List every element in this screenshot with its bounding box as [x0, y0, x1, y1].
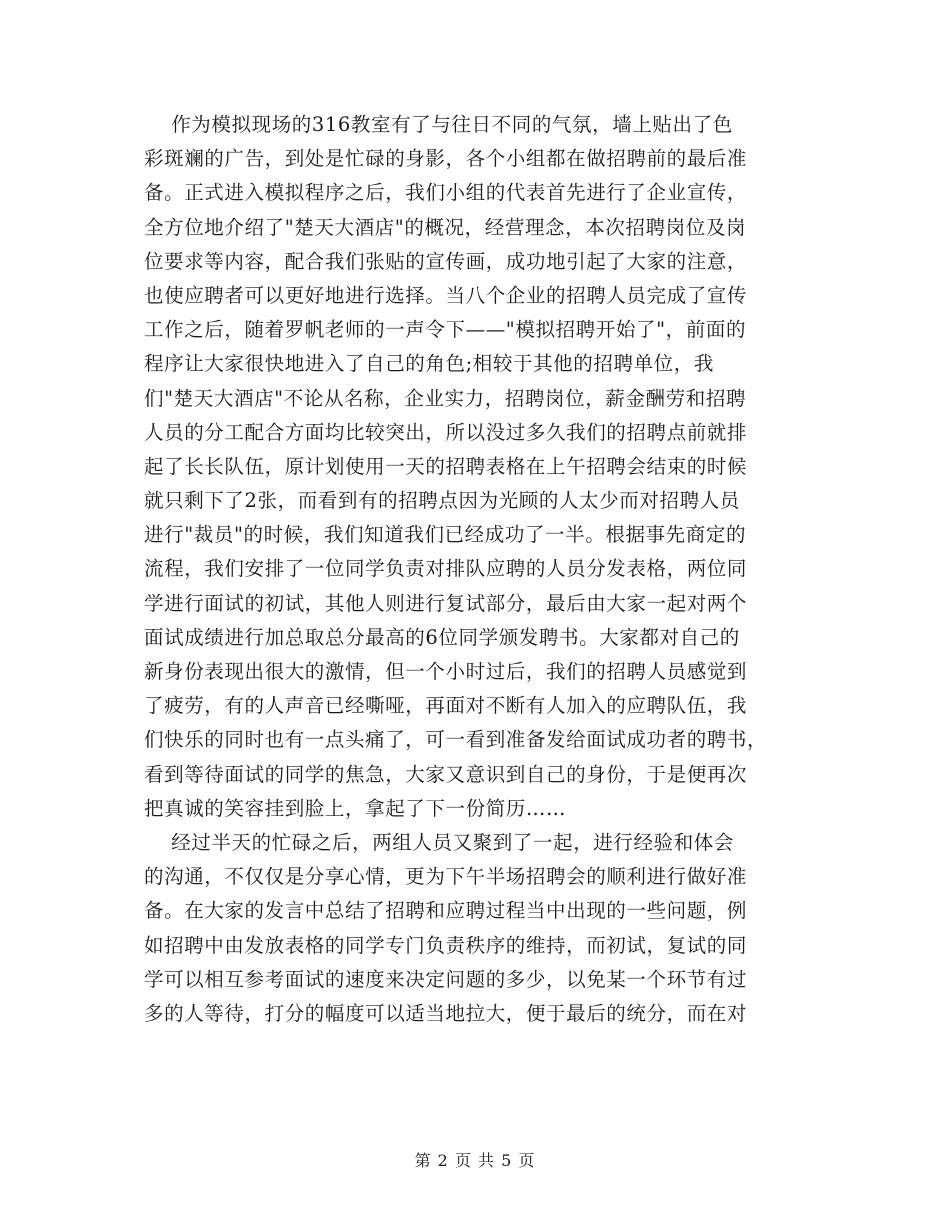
text-line: 多的人等待，打分的幅度可以适当地拉大，便于最后的统分，而在对	[144, 1001, 748, 1025]
text-line: 面试成绩进行加总取总分最高的6位同学颁发聘书。大家都对自己的	[144, 625, 740, 649]
text-line: 就只剩下了2张，而看到有的招聘点因为光顾的人太少而对招聘人员	[144, 489, 740, 513]
text-line: 备。在大家的发言中总结了招聘和应聘过程当中出现的一些问题，例	[144, 899, 748, 923]
text-line: 经过半天的忙碌之后，两组人员又聚到了一起，进行经验和体会	[144, 830, 734, 854]
text-line: 全方位地介绍了"楚天大酒店"的概况，经营理念，本次招聘岗位及岗	[144, 215, 747, 239]
text-line: 把真诚的笑容挂到脸上，拿起了下一份简历……	[144, 796, 567, 820]
text-line: 学可以相互参考面试的速度来决定问题的多少，以免某一个环节有过	[144, 967, 748, 991]
text-line: 看到等待面试的同学的焦急，大家又意识到自己的身份，于是便再次	[144, 762, 748, 786]
text-line: 进行"裁员"的时候，我们知道我们已经成功了一半。根据事先商定的	[144, 523, 747, 547]
text-line: 的沟通，不仅仅是分享心情，更为下午半场招聘会的顺利进行做好准	[144, 865, 748, 889]
text-line: 也使应聘者可以更好地进行选择。当八个企业的招聘人员完成了宣传	[144, 283, 748, 307]
text-line: 工作之后，随着罗帆老师的一声令下——"模拟招聘开始了"，前面的	[144, 318, 747, 342]
text-line: 流程，我们安排了一位同学负责对排队应聘的人员分发表格，两位同	[144, 557, 748, 581]
text-line: 人员的分工配合方面均比较突出，所以没过多久我们的招聘点前就排	[144, 420, 748, 444]
page-footer: 第 2 页 共 5 页	[414, 1151, 536, 1170]
text-line: 们"楚天大酒店"不论从名称，企业实力，招聘岗位，薪金酬劳和招聘	[144, 386, 747, 410]
text-line: 了疲劳，有的人声音已经嘶哑，再面对不断有人加入的应聘队伍，我	[144, 694, 748, 718]
text-line: 作为模拟现场的316教室有了与往日不同的气氛，墙上贴出了色	[144, 113, 733, 136]
body-text	[144, 108, 808, 1031]
text-line: 备。正式进入模拟程序之后，我们小组的代表首先进行了企业宣传，	[144, 181, 748, 205]
text-line: 们快乐的同时也有一点头痛了，可一看到准备发给面试成功者的聘书，	[144, 728, 768, 752]
text-line: 起了长长队伍，原计划使用一天的招聘表格在上午招聘会结束的时候	[144, 454, 748, 478]
text-line: 彩斑斓的广告，到处是忙碌的身影，各个小组都在做招聘前的最后准	[144, 147, 748, 171]
text-line: 新身份表现出很大的激情，但一个小时过后，我们的招聘人员感觉到	[144, 660, 748, 683]
text-line: 如招聘中由发放表格的同学专门负责秩序的维持，而初试，复试的同	[144, 933, 748, 957]
text-line: 学进行面试的初试，其他人则进行复试部分，最后由大家一起对两个	[144, 591, 748, 615]
text-line: 位要求等内容，配合我们张贴的宣传画，成功地引起了大家的注意，	[144, 249, 748, 273]
text-line: 程序让大家很快地进入了自己的角色;相较于其他的招聘单位，我	[144, 352, 714, 376]
